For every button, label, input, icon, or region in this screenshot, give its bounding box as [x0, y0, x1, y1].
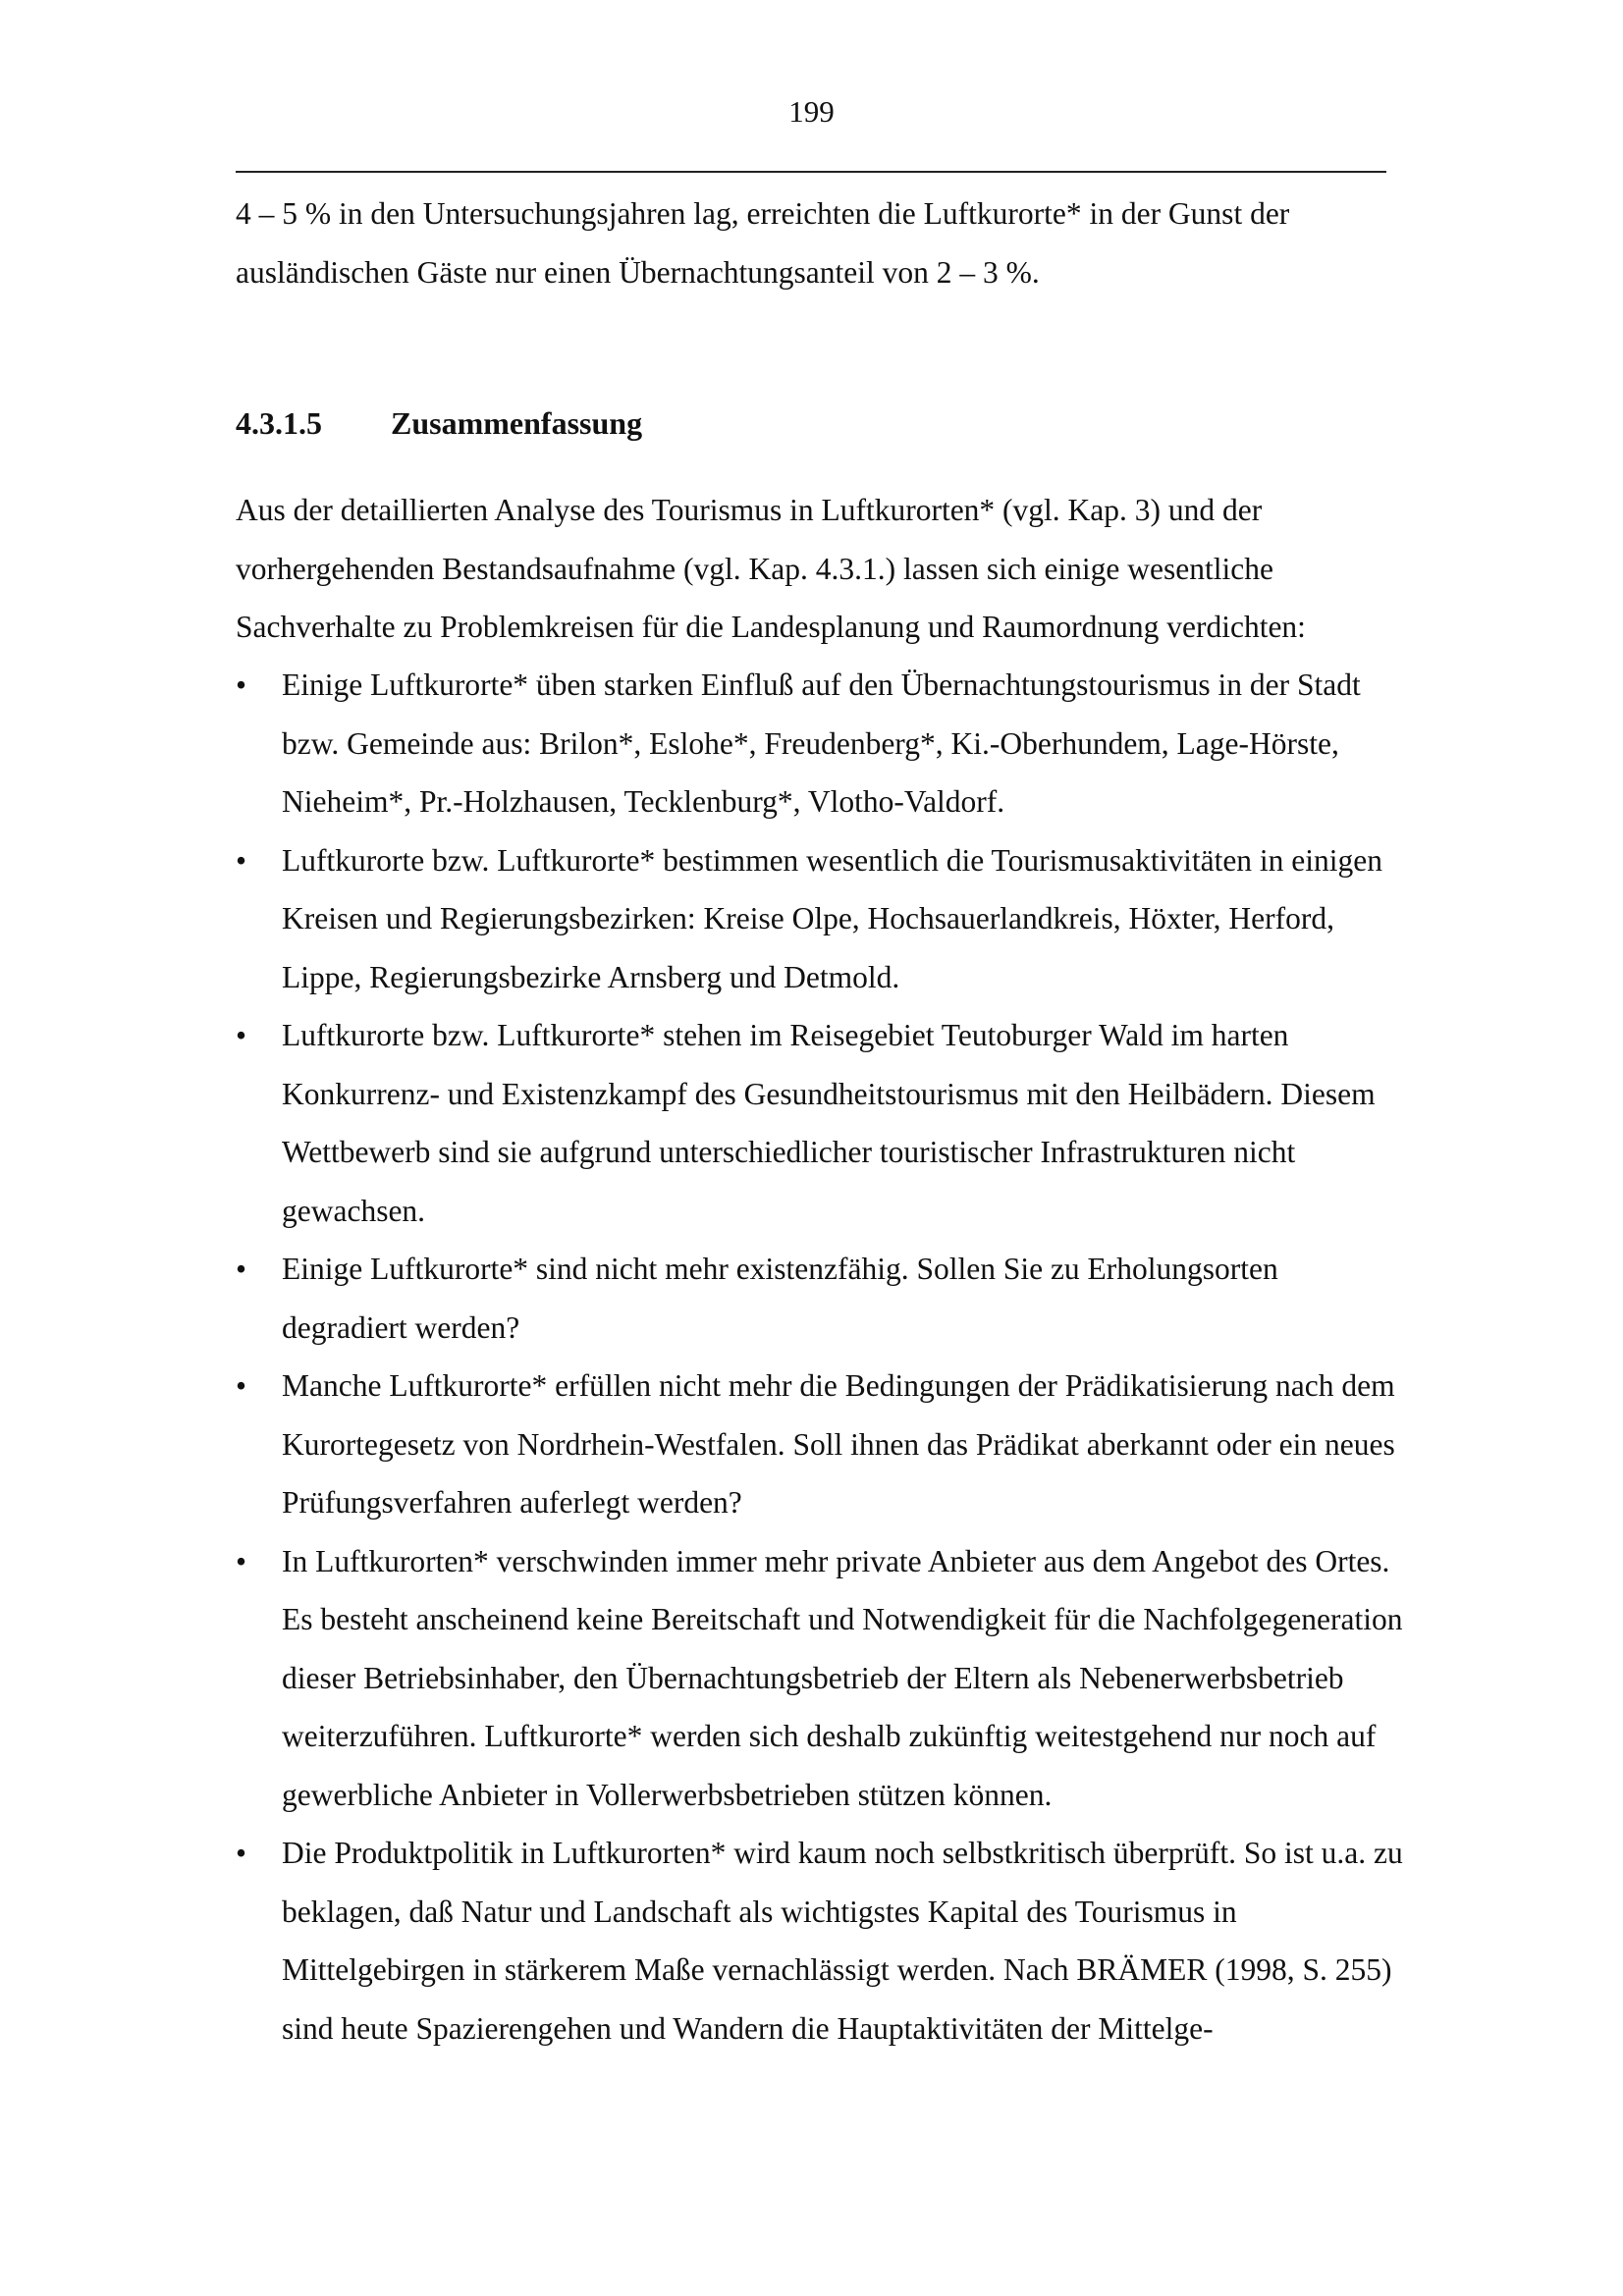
bullet-icon: • [236, 1543, 247, 1578]
bullet-icon: • [236, 1368, 247, 1403]
intro-text [236, 481, 1389, 657]
bullet-item [236, 1532, 1404, 1825]
bullet-icon: • [236, 842, 247, 878]
bullet-text: Luftkurorte bzw. Luftkurorte* bestimmen wesentlich die Tourismusaktivitäten in einigen Kreisen und Regierungsbezirken: Kreise Olpe, Hochsauerlandkreis, Höxter, Herford, Lippe, Regierungsbezirke Arnsberg und Detmold. [282, 842, 1383, 994]
bullet-item [236, 1357, 1404, 1532]
bullet-text: In Luftkurorten* verschwinden immer mehr private Anbieter aus dem Angebot des Ortes. Es besteht anscheinend keine Bereitschaft und Notwendigkeit für die Nachfolgegeneration dieser Betriebsinhaber, den Übernachtungsbetrieb der Eltern als Nebenerwerbsbetrieb weiterzuführen. Luftkurorte* werden sich deshalb zukünftig weitestgehend nur noch auf gewerbliche Anbieter in Vollerwerbsbetrieben stützen können. [282, 1543, 1403, 1812]
bullet-item [236, 1824, 1404, 2057]
bullet-text: Die Produktpolitik in Luftkurorten* wird kaum noch selbstkritisch überprüft. So ist u.a. zu beklagen, daß Natur und Landschaft als wichtigstes Kapital des Tourismus in Mittelgebirgen in stärkerem Maße vernachlässigt werden. Nach BRÄMER (1998, S. 255) sind heute Spazierengehen und Wandern die Hauptaktivitäten der Mittelge- [282, 1836, 1403, 2046]
bullet-icon: • [236, 1252, 247, 1286]
continuation-text [236, 185, 1404, 301]
section-heading [236, 395, 642, 453]
page-number: 199 [788, 94, 835, 129]
bullet-item [236, 831, 1404, 1007]
bullet-text: Manche Luftkurorte* erfüllen nicht mehr die Bedingungen der Prädikatisierung nach dem Kurortegesetz von Nordrhein-Westfalen. Soll ihnen das Prädikat aberkannt oder ein neues Prüfungsverfahren auferlegt werden? [282, 1368, 1395, 1520]
header-rule [236, 171, 1386, 173]
section-number: 4.3.1.5 [236, 405, 322, 441]
bullet-item [236, 1240, 1404, 1357]
bullet-icon: • [236, 667, 247, 702]
bullet-text: Einige Luftkurorte* üben starken Einfluß auf den Übernachtungstourismus in der Stadt bzw. Gemeinde aus: Brilon*, Eslohe*, Freudenberg*, Ki.-Oberhundem, Lage-Hörste, Nieheim*, Pr.-Holzhausen, Tecklenburg*, Vlotho-Valdorf. [282, 667, 1361, 819]
bullet-icon: • [236, 1836, 247, 1870]
continuation-paragraph: 4 – 5 % in den Untersuchungsjahren lag, erreichten die Luftkurorte* in der Gunst der ausländischen Gäste nur einen Übernachtungsanteil von 2 – 3 %. [236, 196, 1290, 290]
bullet-item [236, 1006, 1404, 1240]
bullet-item [236, 656, 1404, 831]
bullet-text: Luftkurorte bzw. Luftkurorte* stehen im Reisegebiet Teutoburger Wald im harten Konkurrenz- und Existenzkampf des Gesundheitstourismus mit den Heilbädern. Diesem Wettbewerb sind sie aufgrund unterschiedlicher touristischer Infrastrukturen nicht gewachsen. [282, 1018, 1376, 1228]
bullet-icon: • [236, 1018, 247, 1052]
bullet-text: Einige Luftkurorte* sind nicht mehr existenzfähig. Sollen Sie zu Erholungsorten degradiert werden? [282, 1252, 1278, 1345]
intro-paragraph: Aus der detaillierten Analyse des Tourismus in Luftkurorten* (vgl. Kap. 3) und der vorhergehenden Bestandsaufnahme (vgl. Kap. 4.3.1.) lassen sich einige wesentliche Sachverhalte zu Problemkreisen für die Landesplanung und Raumordnung verdichten: [236, 493, 1306, 644]
summary-bullet-list [236, 656, 1404, 2057]
section-title: Zusammenfassung [391, 405, 643, 441]
